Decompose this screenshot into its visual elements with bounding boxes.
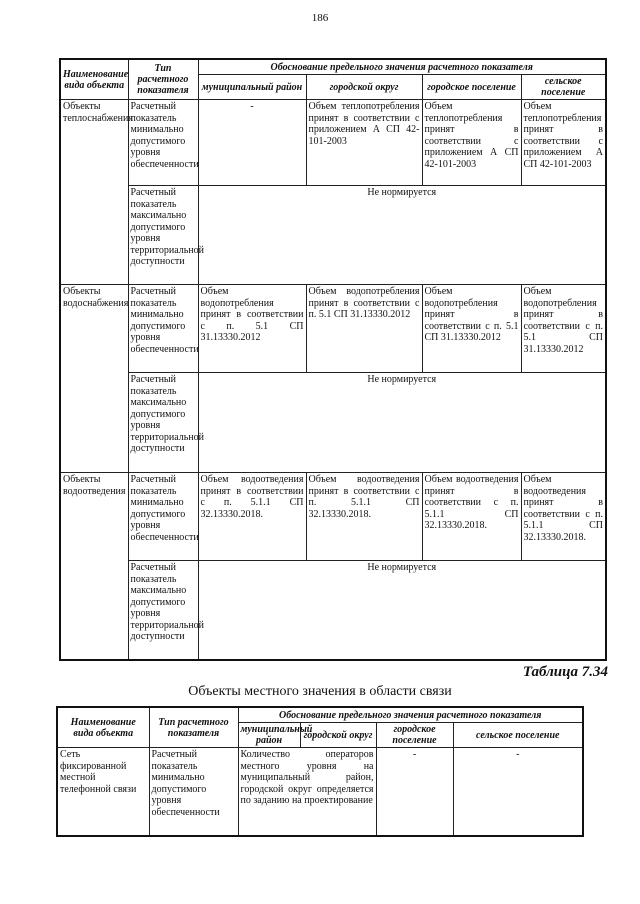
type-min: Расчетный показатель минимально допустимого уровня обеспеченности: [128, 285, 198, 373]
object-name-water: Объекты водоснабжения: [60, 285, 128, 473]
header-rural: сельское поселение: [453, 723, 583, 748]
type-min: Расчетный показатель минимально допустимого уровня обеспеченности: [128, 100, 198, 186]
value-rural: -: [453, 748, 583, 836]
header-mun: муниципальный район: [198, 75, 306, 100]
header-city: городской округ: [300, 723, 376, 748]
value-mun: -: [198, 100, 306, 186]
header-basis: Обоснование предельного значения расчетного показателя: [198, 59, 606, 75]
object-name-heat: Объекты теплоснабжения: [60, 100, 128, 285]
header-city: городской округ: [306, 75, 422, 100]
value-rural: Объем водоотведения принят в соответствии с п. 5.1.1 СП 32.13330.2018.: [521, 473, 606, 561]
object-name-sewage: Объекты водоотведения: [60, 473, 128, 660]
header-urban: городское поселение: [422, 75, 521, 100]
value-mun-city: Количество операторов местного уровня на муниципальный район, городской округ определяется по заданию на проектирование: [238, 748, 376, 836]
value-mun: Объем водопотребления принят в соответствии с п. 5.1 СП 31.13330.2012: [198, 285, 306, 373]
header-mun: муниципальный район: [238, 723, 300, 748]
value-rural: Объем водопотребления принят в соответствии с п. 5.1 СП 31.13330.2012: [521, 285, 606, 373]
header-name: Наименование вида объекта: [60, 59, 128, 100]
type-min: Расчетный показатель минимально допустимого уровня обеспеченности: [128, 473, 198, 561]
header-basis: Обоснование предельного значения расчетного показателя: [238, 707, 583, 723]
value-urban: Объем теплопотребления принят в соответствии с приложением А СП 42-101-2003: [422, 100, 521, 186]
page-number: 186: [311, 12, 329, 24]
communications-table: [56, 706, 584, 837]
value-not-normed: Не нормируется: [198, 373, 606, 473]
header-type: Тип расчетного показателя: [128, 59, 198, 100]
table-title: Объекты местного значения в области связи: [188, 684, 452, 699]
header-type: Тип расчетного показателя: [149, 707, 238, 748]
object-name-phone: Сеть фиксированной местной телефонной связи: [57, 748, 149, 836]
table-caption: Таблица 7.34: [522, 664, 608, 680]
type-max: Расчетный показатель максимально допустимого уровня территориальной доступности: [128, 186, 198, 285]
header-rural: сельское поселение: [521, 75, 606, 100]
type-max: Расчетный показатель максимально допустимого уровня территориальной доступности: [128, 561, 198, 660]
value-urban: Объем водопотребления принят в соответствии с п. 5.1 СП 31.13330.2012: [422, 285, 521, 373]
value-city: Объем водопотребления принят в соответствии с п. 5.1 СП 31.13330.2012: [306, 285, 422, 373]
header-name: Наименование вида объекта: [57, 707, 149, 748]
header-urban: городское поселение: [376, 723, 453, 748]
value-not-normed: Не нормируется: [198, 561, 606, 660]
value-city: Объем теплопотребления принят в соответствии с приложением А СП 42-101-2003: [306, 100, 422, 186]
value-rural: Объем теплопотребления принят в соответствии с приложением А СП 42-101-2003: [521, 100, 606, 186]
type-max: Расчетный показатель максимально допустимого уровня территориальной доступности: [128, 373, 198, 473]
utilities-table: [59, 58, 607, 661]
value-city: Объем водоотведения принят в соответствии с п. 5.1.1 СП 32.13330.2018.: [306, 473, 422, 561]
type-min: Расчетный показатель минимально допустимого уровня обеспеченности: [149, 748, 238, 836]
value-urban: Объем водоотведения принят в соответствии с п. 5.1.1 СП 32.13330.2018.: [422, 473, 521, 561]
value-mun: Объем водоотведения принят в соответствии с п. 5.1.1 СП 32.13330.2018.: [198, 473, 306, 561]
value-not-normed: Не нормируется: [198, 186, 606, 285]
value-urban: -: [376, 748, 453, 836]
